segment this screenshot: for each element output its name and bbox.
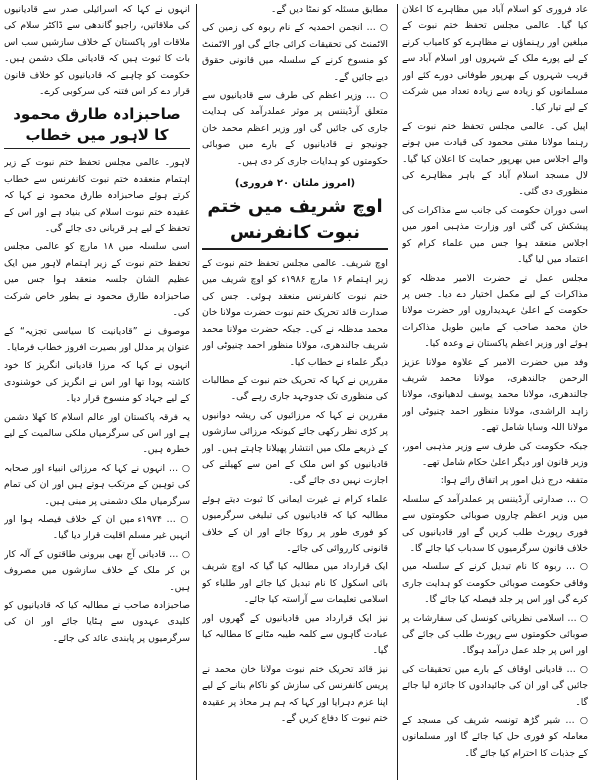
list-item: ○ … اسلامی نظریاتی کونسل کی سفارشات پر صوبائی حکومتوں سے رپورٹ طلب کی جائے گی اور اس پر جلد عمل درآمد ہوگا۔ [402,612,588,657]
paragraph: مجلس عمل نے حضرت الامیر مدظلہ کو مذاکرات کے لیے مکمل اختیار دے دیا۔ جس پر حکومت کے اعلیٰ عہدیداروں اور حضرت مولانا خان محمد صاحب کے مابین طویل مذاکرات ہوئے اور وزیر اعظم پاکستان نے وعدہ کیا۔ [402,272,588,350]
left-column [4,2,190,782]
column-divider [196,4,197,780]
paragraph: وفد میں حضرت الامیر کے علاوہ مولانا عزیز الرحمن جالندھری، مولانا محمد شریف جالندھری، مولانا محمد یوسف لدھیانوی، مولانا زاہد الراشدی، مولانا منظور احمد چنیوٹی اور مولانا اللہ وسایا شامل تھے۔ [402,356,588,434]
paragraph: متفقہ درج ذیل امور پر اتفاق رائے ہوا: [440,475,588,487]
headline: اوچ شریف میں ختم نبوت کانفرنس [202,194,388,250]
right-column [402,2,588,782]
list-item: ○ … شیر گڑھ تونسہ شریف کی مسجد کے معاملہ کو فوری حل کیا جائے گا اور مسلمانوں کے جذبات کا احترام کیا جائے گا۔ [402,715,588,759]
paragraph: اپیل کی۔ عالمی مجلس تحفظ ختم نبوت کے رہنما مولانا مفتی محمود کی قیادت میں ہونے والے اجلاس میں بھرپور حمایت کا اعلان کیا گیا۔ لال مسجد اسلام آباد کے باہر مظاہرے کی منظوری دی گئی۔ [402,120,588,198]
paragraph: جبکہ حکومت کی طرف سے وزیر مذہبی امور، وزیر قانون اور دیگر اعلیٰ حکام شامل تھے۔ [402,440,588,468]
paragraph: مقررین نے کہا کہ مرزائیوں کی ریشہ دوانیوں پر کڑی نظر رکھی جائے کیونکہ مرزائی سازشوں کے ذریعے ملک میں انتشار پھیلانا چاہتے ہیں۔ اور قادیانیوں کو اس ملک کے امن سے کھیلنے کی اجازت نہیں دی جائے گی۔ [202,409,388,487]
paragraph: نیز قائد تحریک ختم نبوت مولانا خان محمد نے پریس کانفرنس کی سازش کو ناکام بنانے کے لیے اپنا عزم دہرایا اور کہا کہ ہم ہر محاذ پر عقیدہ ختم نبوت کا دفاع کریں گے۔ [202,663,388,725]
list-item: ○ … انہوں نے کہا کہ مرزائی انبیاء اور صحابہ کی توہین کے مرتکب ہوتے ہیں اور ان کی تمام سرگرمیاں ملک دشمنی پر مبنی ہیں۔ [4,462,190,507]
list-item: ○ … قادیانی اوقاف کے بارے میں تحقیقات کی جائیں گی اور ان کی جائیدادوں کا جائزہ لیا جائے گا۔ [402,663,588,708]
paragraph: موصوف نے ”قادیانیت کا سیاسی تجزیہ“ کے عنوان پر مدلل اور بصیرت افروز خطاب فرمایا۔ [4,325,190,353]
middle-column [202,2,388,782]
paragraph: صاحبزادہ صاحب نے مطالبہ کیا کہ قادیانیوں کو کلیدی عہدوں سے ہٹایا جائے اور ان کی سرگرمیوں پر پابندی عائد کی جائے۔ [4,600,190,644]
paragraph: ایک قرارداد میں مطالبہ کیا گیا کہ اوچ شریف بائی اسکول کا نام تبدیل کیا جائے اور طلباء کو اسلامی تعلیمات سے آراستہ کیا جائے۔ [202,561,388,606]
paragraph: مقررین نے کہا کہ تحریک ختم نبوت کے مطالبات کی منظوری تک جدوجہد جاری رہے گی۔ [202,374,388,403]
paragraph: عاد فروری کو اسلام آباد میں مظاہرے کا اعلان کیا گیا۔ عالمی مجلس تحفظ ختم نبوت کے مبلغین اور رہنماؤں نے مظاہرے کو کامیاب کرنے کے لیے پورے ملک کے شہروں اور اسلام آباد سے قریب شہروں کے بھرپور طوفانی دورے کئے اور مسلمانوں کو زیادہ سے زیادہ تعداد میں شرکت کے لیے تیار کیا۔ [402,4,588,114]
source-note: (امروز ملتان ۲۰ فروری) [234,178,356,190]
paragraph: اسی سلسلہ میں ۱۸ مارچ کو عالمی مجلس تحفظ ختم نبوت کے زیر اہتمام لاہور میں ایک عظیم الشان جلسہ منعقد ہوا جس میں صاحبزادہ طارق محمود نے بطور خاص شرکت کی۔ [4,241,190,319]
paragraph: نیز ایک قرارداد میں قادیانیوں کے گھروں اور عبادت گاہوں سے کلمہ طیبہ مٹانے کا مطالبہ کیا گیا۔ [202,612,388,657]
paragraph: انہوں نے کہا کہ مرزا قادیانی انگریز کا خود کاشتہ پودا تھا اور اس نے انگریز کی خوشنودی کے لیے جہاد کو منسوخ قرار دیا۔ [4,360,190,405]
paragraph: اسی دوران حکومت کی جانب سے مذاکرات کی پیشکش کی گئی اور وزارت مذہبی امور میں اجلاس منعقد ہوا جس میں علماء کرام کو اعتماد میں لیا گیا۔ [402,204,588,266]
paragraph: علماء کرام نے غیرت ایمانی کا ثبوت دیتے ہوئے مطالبہ کیا کہ قادیانیوں کی تبلیغی سرگرمیوں کو فوری طور پر روکا جائے اور ان کے خلاف قانونی کارروائی کی جائے۔ [202,493,388,554]
list-item: ○ … صدارتی آرڈیننس پر عملدرآمد کے سلسلہ میں وزیر اعظم چاروں صوبائی حکومتوں سے فوری رپورٹ طلب کریں گے اور قادیانیوں کی خلاف قانون سرگرمیوں کا سدباب کیا جائے گا۔ [402,493,588,554]
subheadline: صاحبزادہ طارق محمود کا لاہور میں خطاب [4,104,190,149]
list-item: ○ … ربوہ کا نام تبدیل کرنے کے سلسلہ میں وفاقی حکومت صوبائی حکومت کو ہدایت جاری کرے گی اور اس پر جلد فیصلہ کیا جائے گا۔ [402,561,588,606]
paragraph: لاہور۔ عالمی مجلس تحفظ ختم نبوت کے زیر اہتمام منعقدہ ختم نبوت کانفرنس سے خطاب کرتے ہوئے صاحبزادہ طارق محمود نے کہا کہ عقیدہ ختم نبوت اسلام کی بنیاد ہے اور اس کے تحفظ کے لیے ہر قربانی دی جائے گی۔ [4,157,190,235]
list-item: ○ … انجمن احمدیہ کے نام ربوہ کی زمین کی الاٹمنٹ کی تحقیقات کرائی جائے گی اور الاٹمنٹ کو منسوخ کرنے کے سلسلہ میں قانونی حقوق دیے جائیں گے۔ [202,22,388,83]
paragraph: انہوں نے کہا کہ اسرائیلی صدر سے قادیانیوں کی ملاقاتیں، راجیو گاندھی سے ڈاکٹر سلام کی ملاقات اور پاکستان کے خلاف سازشیں سب اس بات کا ثبوت ہیں کہ قادیانی ملک دشمن ہیں۔ حکومت کو چاہیے کہ قادیانیوں کو خلاف قانون قرار دے کر اس فتنہ کی سرکوبی کرے۔ [4,4,190,98]
list-item: ○ … وزیر اعظم کی طرف سے قادیانیوں سے متعلق آرڈیننس پر موثر عملدرآمد کی ہدایت جاری کی جائیں گی اور وزیر اعظم محمد خان جونیجو نے قادیانیوں کے بارے میں صوبائی حکومتوں کو ہدایات جاری کر دی ہیں۔ [202,90,388,167]
list-item: ○ … ۱۹۷۴ء میں ان کے خلاف فیصلہ ہوا اور انہیں غیر مسلم اقلیت قرار دیا گیا۔ [4,513,190,542]
paragraph: یہ فرقہ پاکستان اور عالم اسلام کا کھلا دشمن ہے اور اس کی سرگرمیاں ملکی سالمیت کے لیے خطرہ ہیں۔ [4,411,190,456]
list-item: ○ … قادیانی آج بھی بیرونی طاقتوں کے آلہ کار بن کر ملک کے خلاف سازشوں میں مصروف ہیں۔ [4,548,190,593]
paragraph: مطابق مسئلہ کو نمٹا دیں گے۔ [270,4,388,15]
column-divider [397,4,398,780]
paragraph: اوچ شریف۔ عالمی مجلس تحفظ ختم نبوت کے زیر اہتمام ۱۶ مارچ ۱۹۸۶ء کو اوچ شریف میں ختم نبوت کانفرنس منعقد ہوئی۔ جس کی صدارت قائد تحریک ختم نبوت حضرت مولانا خان محمد مدظلہ نے کی۔ جبکہ حضرت مولانا محمد شریف جالندھری، مولانا منظور احمد چنیوٹی اور دیگر علماء نے خطاب کیا۔ [202,258,388,368]
